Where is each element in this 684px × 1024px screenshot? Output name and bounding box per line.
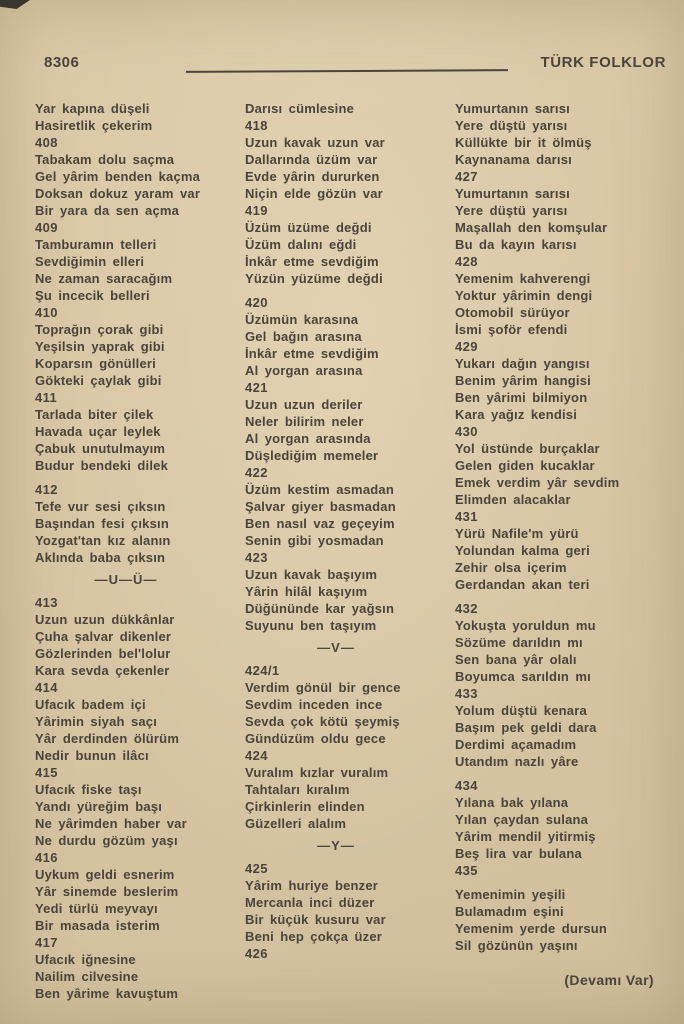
verse-line: Çabuk unutulmayım — [35, 441, 166, 456]
verse-line: Neler bilirim neler — [245, 414, 364, 429]
stanza-number: 419 — [245, 203, 268, 218]
verse-column-2 — [245, 100, 455, 1002]
verse-line: Nailim cilvesine — [35, 969, 139, 984]
verse-line: Yere düştü yarısı — [455, 118, 568, 133]
verse-line: Utandım nazlı yâre — [455, 754, 579, 769]
verse-line: Ne zaman saracağım — [35, 271, 173, 286]
verse-line: Boyumca sarıldın mı — [455, 669, 591, 684]
verse-line: Şalvar giyer basmadan — [245, 499, 396, 514]
page-header — [0, 0, 684, 90]
verse-line: Beni hep çokça üzer — [245, 929, 383, 944]
stanza-number: 424/1 — [245, 663, 280, 678]
verse-line: Yemenim yerde dursun — [455, 921, 608, 936]
verse-line: Uzun kavak başıyım — [245, 567, 378, 582]
verse-line: Zehir olsa içerim — [455, 560, 567, 575]
stanza-number: 427 — [455, 169, 478, 184]
header-rule — [186, 69, 508, 73]
verse-line: Ne yârimden haber var — [35, 816, 187, 831]
verse-line: Al yorgan arasına — [245, 363, 363, 378]
stanza-number: 414 — [35, 680, 58, 695]
verse-line: Gelen giden kucaklar — [455, 458, 595, 473]
verse-line: Yedi türlü meyvayı — [35, 901, 158, 916]
verse-columns — [35, 100, 665, 1002]
section-divider: —V— — [317, 640, 355, 655]
stanza-number: 418 — [245, 118, 268, 133]
verse-line: Üzüm dalını eğdi — [245, 237, 357, 252]
verse-line: Senin gibi yosmadan — [245, 533, 384, 548]
verse-line: Uzun uzun dükkânlar — [35, 612, 175, 627]
verse-line: Sevdiğimin elleri — [35, 254, 145, 269]
stanza-number: 423 — [245, 550, 268, 565]
verse-line: Yolundan kalma geri — [455, 543, 590, 558]
stanza-number: 411 — [35, 390, 58, 405]
verse-line: Başından fesi çıksın — [35, 516, 169, 531]
verse-column-3 — [455, 100, 665, 1002]
verse-line: Ne durdu gözüm yaşı — [35, 833, 178, 848]
verse-line: Evde yârin dururken — [245, 169, 380, 184]
stanza-number: 433 — [455, 686, 478, 701]
verse-line: Yokuşta yoruldun mu — [455, 618, 596, 633]
verse-line: İnkâr etme sevdiğim — [245, 254, 379, 269]
stanza-number: 422 — [245, 465, 268, 480]
verse-line: Toprağın çorak gibi — [35, 322, 164, 337]
verse-line: Sil gözünün yaşını — [455, 938, 578, 953]
stanza-number: 428 — [455, 254, 478, 269]
verse-line: Yârim huriye benzer — [245, 878, 379, 893]
verse-line: Tahtaları kıralım — [245, 782, 350, 797]
verse-line: Yar kapına düşeli — [35, 101, 150, 116]
verse-line: Yârim mendil yitirmiş — [455, 829, 596, 844]
verse-line: Düğününde kar yağsın — [245, 601, 395, 616]
verse-line: Al yorgan arasında — [245, 431, 371, 446]
verse-line: Ben nasıl vaz geçeyim — [245, 516, 395, 531]
stanza-number: 413 — [35, 595, 58, 610]
verse-line: Yârimin siyah saçı — [35, 714, 158, 729]
verse-line: Üzümün karasına — [245, 312, 359, 327]
verse-line: Gel bağın arasına — [245, 329, 362, 344]
verse-line: Mercanla inci düzer — [245, 895, 375, 910]
stanza-number: 412 — [35, 482, 58, 497]
verse-line: Emek verdim yâr sevdim — [455, 475, 620, 490]
verse-line: Maşallah den komşular — [455, 220, 608, 235]
verse-line: Gündüzüm oldu gece — [245, 731, 386, 746]
stanza-number: 431 — [455, 509, 478, 524]
verse-line: Yozgat'tan kız alanın — [35, 533, 171, 548]
verse-line: Ben yârimi bilmiyon — [455, 390, 588, 405]
verse-line: İnkâr etme sevdiğim — [245, 346, 379, 361]
verse-line: Yemenim kahverengi — [455, 271, 591, 286]
stanza-number: 409 — [35, 220, 58, 235]
verse-line: Kara yağız kendisi — [455, 407, 578, 422]
verse-line: Yol üstünde burçaklar — [455, 441, 600, 456]
stanza-number: 426 — [245, 946, 268, 961]
verse-line: Düşlediğim memeler — [245, 448, 379, 463]
verse-line: Yukarı dağın yangısı — [455, 356, 590, 371]
verse-line: Yârin hilâl kaşıyım — [245, 584, 368, 599]
verse-line: Şu incecik belleri — [35, 288, 150, 303]
verse-line: Verdim gönül bir gence — [245, 680, 401, 695]
verse-line: Güzelleri alalım — [245, 816, 347, 831]
verse-line: İsmi şoför efendi — [455, 322, 568, 337]
verse-line: Doksan dokuz yaram var — [35, 186, 201, 201]
verse-line: Yumurtanın sarısı — [455, 186, 570, 201]
stanza-number: 421 — [245, 380, 268, 395]
stanza-number: 410 — [35, 305, 58, 320]
verse-line: Derdimi açamadım — [455, 737, 577, 752]
verse-line: Başım pek geldi dara — [455, 720, 597, 735]
verse-column-1 — [35, 100, 245, 1002]
verse-line: Beş lira var bulana — [455, 846, 582, 861]
stanza-number: 434 — [455, 778, 478, 793]
verse-line: Hasiretlik çekerim — [35, 118, 153, 133]
verse-line: Çirkinlerin elinden — [245, 799, 365, 814]
verse-line: Vuralım kızlar vuralım — [245, 765, 389, 780]
stanza-number: 425 — [245, 861, 268, 876]
verse-line: Yâr sinemde beslerim — [35, 884, 179, 899]
verse-line: Ufacık badem içi — [35, 697, 146, 712]
verse-line: Yoktur yârimin dengi — [455, 288, 593, 303]
verse-line: Sözüme darıldın mı — [455, 635, 583, 650]
verse-line: Yere düştü yarısı — [455, 203, 568, 218]
continuation-note: (Devamı Var) — [564, 972, 654, 988]
verse-line: Sevdim inceden ince — [245, 697, 383, 712]
verse-line: Çuha şalvar dikenler — [35, 629, 172, 644]
verse-line: Aklında baba çıksın — [35, 550, 166, 565]
verse-line: Tabakam dolu saçma — [35, 152, 175, 167]
verse-line: Niçin elde gözün var — [245, 186, 383, 201]
stanza-number: 408 — [35, 135, 58, 150]
verse-line: Tarlada biter çilek — [35, 407, 154, 422]
verse-line: Kara sevda çekenler — [35, 663, 170, 678]
verse-line: Yılan çaydan sulana — [455, 812, 589, 827]
verse-line: Tefe vur sesi çıksın — [35, 499, 166, 514]
verse-line: Sen bana yâr olalı — [455, 652, 577, 667]
verse-line: Ufacık fiske taşı — [35, 782, 142, 797]
stanza-number: 429 — [455, 339, 478, 354]
verse-line: Havada uçar leylek — [35, 424, 161, 439]
verse-line: Gel yârim benden kaçma — [35, 169, 201, 184]
stanza-number: 432 — [455, 601, 478, 616]
verse-line: Darısı cümlesine — [245, 101, 355, 116]
verse-line: Uzun uzun deriler — [245, 397, 363, 412]
section-divider: —U—Ü— — [94, 572, 158, 587]
stanza-number: 417 — [35, 935, 58, 950]
verse-line: Budur bendeki dilek — [35, 458, 169, 473]
verse-line: Küllükte bir it ölmüş — [455, 135, 592, 150]
verse-line: Uykum geldi esnerim — [35, 867, 175, 882]
verse-line: Üzüm üzüme değdi — [245, 220, 372, 235]
verse-line: Yolum düştü kenara — [455, 703, 587, 718]
verse-line: Uzun kavak uzun var — [245, 135, 385, 150]
verse-line: Üzüm kestim asmadan — [245, 482, 394, 497]
verse-line: Elimden alacaklar — [455, 492, 571, 507]
stanza-number: 416 — [35, 850, 58, 865]
verse-line: Suyunu ben taşıyım — [245, 618, 377, 633]
verse-line: Nedir bunun ilâcı — [35, 748, 149, 763]
verse-line: Yürü Nafile'm yürü — [455, 526, 579, 541]
verse-line: Gökteki çaylak gibi — [35, 373, 162, 388]
verse-line: Gözlerinden bel'lolur — [35, 646, 171, 661]
stanza-number: 415 — [35, 765, 58, 780]
verse-line: Gerdandan akan teri — [455, 577, 590, 592]
stanza-number: 430 — [455, 424, 478, 439]
verse-line: Sevda çok kötü şeymiş — [245, 714, 400, 729]
verse-line: Bir masada isterim — [35, 918, 160, 933]
verse-line: Otomobil sürüyor — [455, 305, 570, 320]
verse-line: Yumurtanın sarısı — [455, 101, 570, 116]
verse-line: Bulamadım eşini — [455, 904, 564, 919]
verse-line: Yandı yüreğim başı — [35, 799, 163, 814]
stanza-number: 420 — [245, 295, 268, 310]
verse-line: Yâr derdinden ölürüm — [35, 731, 180, 746]
verse-line: Yılana bak yılana — [455, 795, 569, 810]
page-number: 8306 — [44, 54, 80, 71]
verse-line: Yemenimin yeşili — [455, 887, 566, 902]
stanza-number: 435 — [455, 863, 478, 878]
verse-line: Koparsın gönülleri — [35, 356, 156, 371]
verse-line: Bu da kayın karısı — [455, 237, 577, 252]
verse-line: Benim yârim hangisi — [455, 373, 591, 388]
verse-line: Ben yârime kavuştum — [35, 986, 179, 1001]
verse-line: Tamburamın telleri — [35, 237, 157, 252]
verse-line: Kaynanama darısı — [455, 152, 572, 167]
journal-title: TÜRK FOLKLOR — [540, 54, 666, 71]
verse-line: Yeşilsin yaprak gibi — [35, 339, 165, 354]
verse-line: Ufacık iğnesine — [35, 952, 136, 967]
verse-line: Yüzün yüzüme değdi — [245, 271, 383, 286]
verse-line: Bir küçük kusuru var — [245, 912, 386, 927]
stanza-number: 424 — [245, 748, 268, 763]
verse-line: Bir yara da sen açma — [35, 203, 180, 218]
section-divider: —Y— — [317, 838, 355, 853]
verse-line: Dallarında üzüm var — [245, 152, 378, 167]
